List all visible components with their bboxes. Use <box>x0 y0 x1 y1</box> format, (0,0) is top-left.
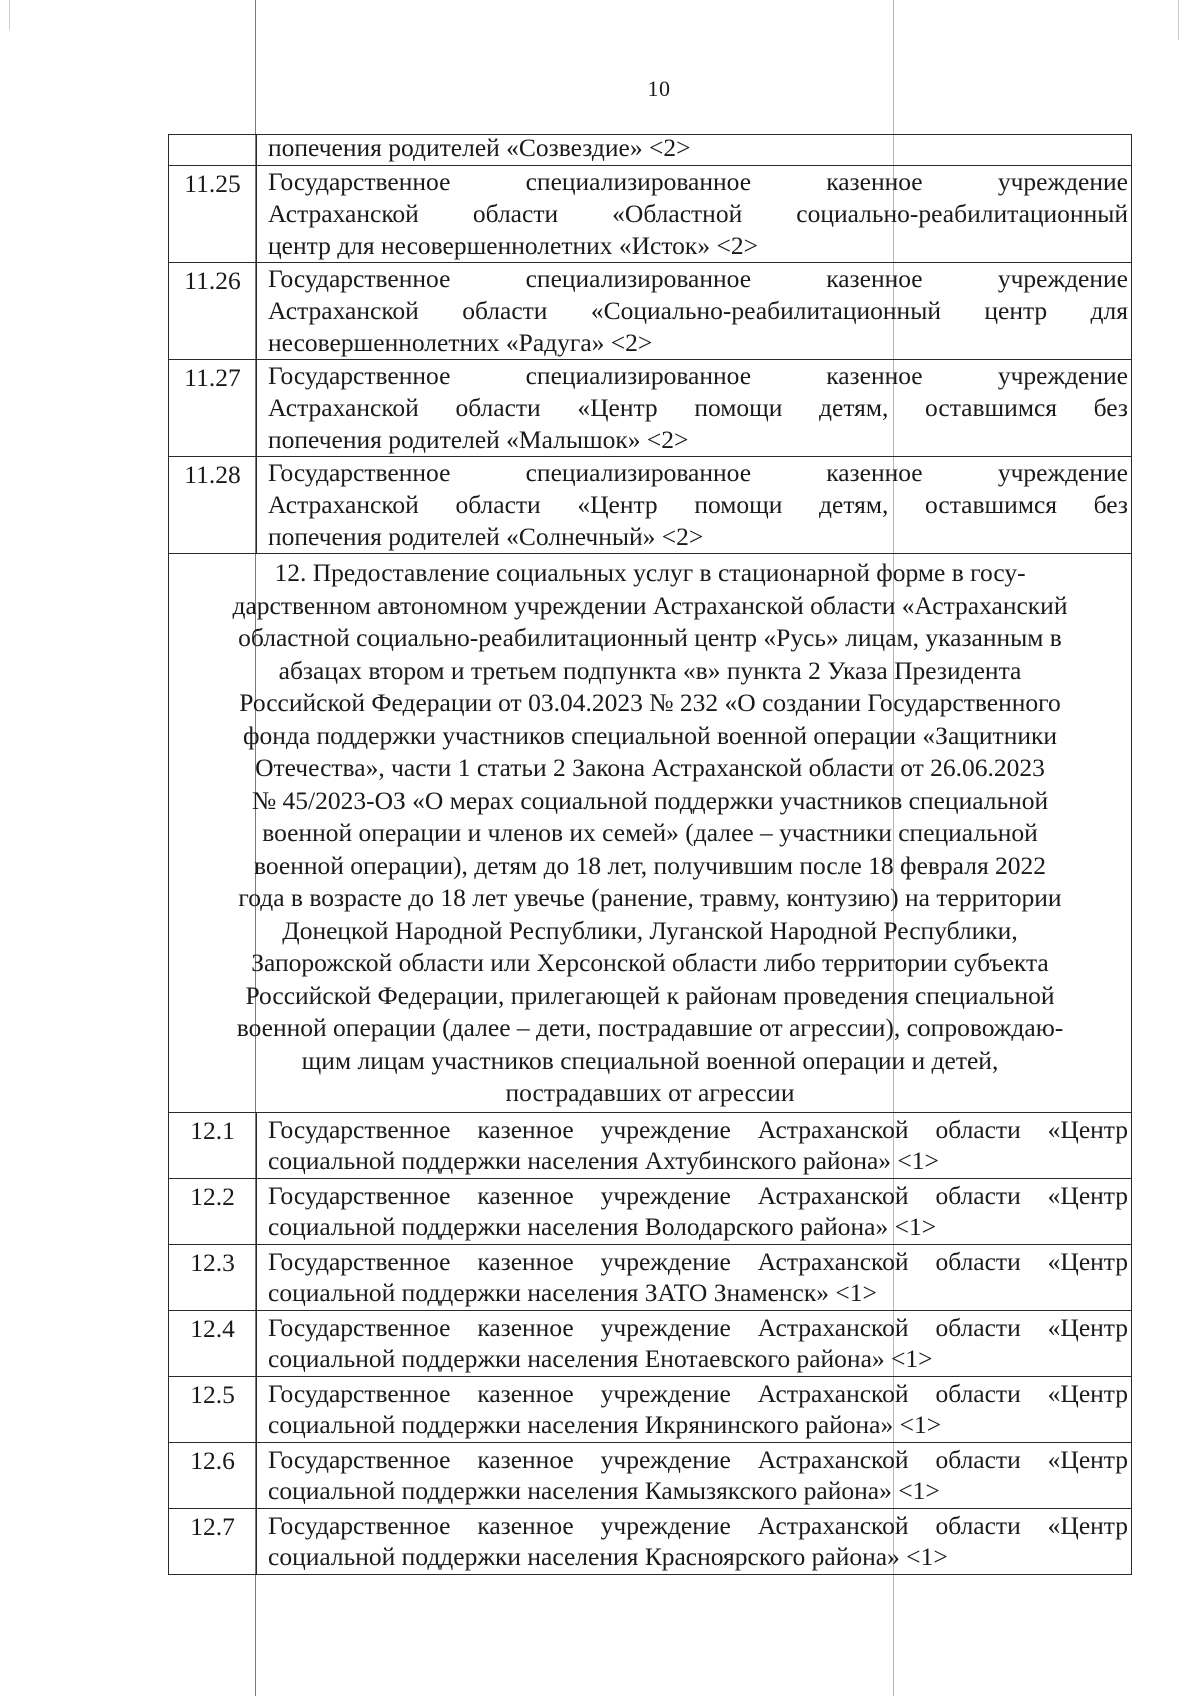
row-text: Государственное казенное учреждение Астраханской области «Центр социальной поддержки населения Володарского района» <1> <box>257 1178 1132 1244</box>
row-number: 11.27 <box>169 360 257 457</box>
row-text: Государственное казенное учреждение Астраханской области «Центр социальной поддержки населения Енотаевского района» <1> <box>257 1310 1132 1376</box>
row-text: Государственное казенное учреждение Астраханской области «Центр социальной поддержки населения Камызякского района» <1> <box>257 1442 1132 1508</box>
row-number: 12.2 <box>169 1178 257 1244</box>
row-number: 11.25 <box>169 166 257 263</box>
table-row <box>169 1310 1132 1376</box>
row-text: Государственное специализированное казенное учреждение Астраханской области «Областной социально-реабилитационный центр для несовершеннолетних «Исток» <2> <box>257 166 1132 263</box>
table-row <box>169 1112 1132 1178</box>
row-number: 11.28 <box>169 457 257 554</box>
row-text: Государственное казенное учреждение Астраханской области «Центр социальной поддержки населения ЗАТО Знаменск» <1> <box>257 1244 1132 1310</box>
table-row <box>169 1442 1132 1508</box>
row-text: Государственное специализированное казенное учреждение Астраханской области «Центр помощи детям, оставшимся без попечения родителей «Малышок» <2> <box>257 360 1132 457</box>
table-row <box>169 360 1132 457</box>
row-number <box>169 135 257 166</box>
row-number: 12.5 <box>169 1376 257 1442</box>
row-number: 12.7 <box>169 1508 257 1574</box>
table-row <box>169 135 1132 166</box>
table-row <box>169 263 1132 360</box>
row-number: 12.6 <box>169 1442 257 1508</box>
row-number: 12.1 <box>169 1112 257 1178</box>
table-row <box>169 166 1132 263</box>
table-row <box>169 1244 1132 1310</box>
scan-artifact-line <box>1178 0 1179 40</box>
page-number: 10 <box>647 76 671 101</box>
row-text: попечения родителей «Созвездие» <2> <box>257 135 1132 166</box>
scan-artifact-line <box>9 0 10 30</box>
row-text: Государственное казенное учреждение Астраханской области «Центр социальной поддержки населения Красноярского района» <1> <box>257 1508 1132 1574</box>
row-number: 12.3 <box>169 1244 257 1310</box>
table-row <box>169 1178 1132 1244</box>
row-text: Государственное специализированное казенное учреждение Астраханской области «Социально-реабилитационный центр для несовершеннолетних «Радуга» <2> <box>257 263 1132 360</box>
section-heading-row <box>169 554 1132 1113</box>
table-row <box>169 1376 1132 1442</box>
row-text: Государственное специализированное казенное учреждение Астраханской области «Центр помощи детям, оставшимся без попечения родителей «Солнечный» <2> <box>257 457 1132 554</box>
institutions-table <box>168 134 1132 1575</box>
row-number: 12.4 <box>169 1310 257 1376</box>
row-text: Государственное казенное учреждение Астраханской области «Центр социальной поддержки населения Икрянинского района» <1> <box>257 1376 1132 1442</box>
table-row <box>169 1508 1132 1574</box>
row-number: 11.26 <box>169 263 257 360</box>
section-heading: 12. Предоставление социальных услуг в стационарной форме в госу- дарственном автономном учреждении Астраханской области «Астраханский областной социально-реабилитационный центр «Русь» лицам, указанным в абзацах втором и третьем подпункта «в» пункта 2 Указа Президента Российской Федерации от 03.04.2023 № 232 «О создании Государственного фонда поддержки участников специальной военной операции «Защитники Отечества», части 1 статьи 2 Закона Астраханской области от 26.06.2023 № 45/2023-ОЗ «О мерах социальной поддержки участников специальной военной операции и членов их семей» (далее – участники специальной военной операции), детям до 18 лет, получившим после 18 февраля 2022 года в возрасте до 18 лет увечье (ранение, травму, контузию) на территории Донецкой Народной Республики, Луганской Народной Республики, Запорожской области или Херсонской области либо территории субъекта Российской Федерации, прилегающей к районам проведения специальной военной операции (далее – дети, пострадавшие от агрессии), сопровождаю- щим лицам участников специальной военной операции и детей, пострадавших от агрессии <box>169 554 1132 1113</box>
table-row <box>169 457 1132 554</box>
row-text: Государственное казенное учреждение Астраханской области «Центр социальной поддержки населения Ахтубинского района» <1> <box>257 1112 1132 1178</box>
